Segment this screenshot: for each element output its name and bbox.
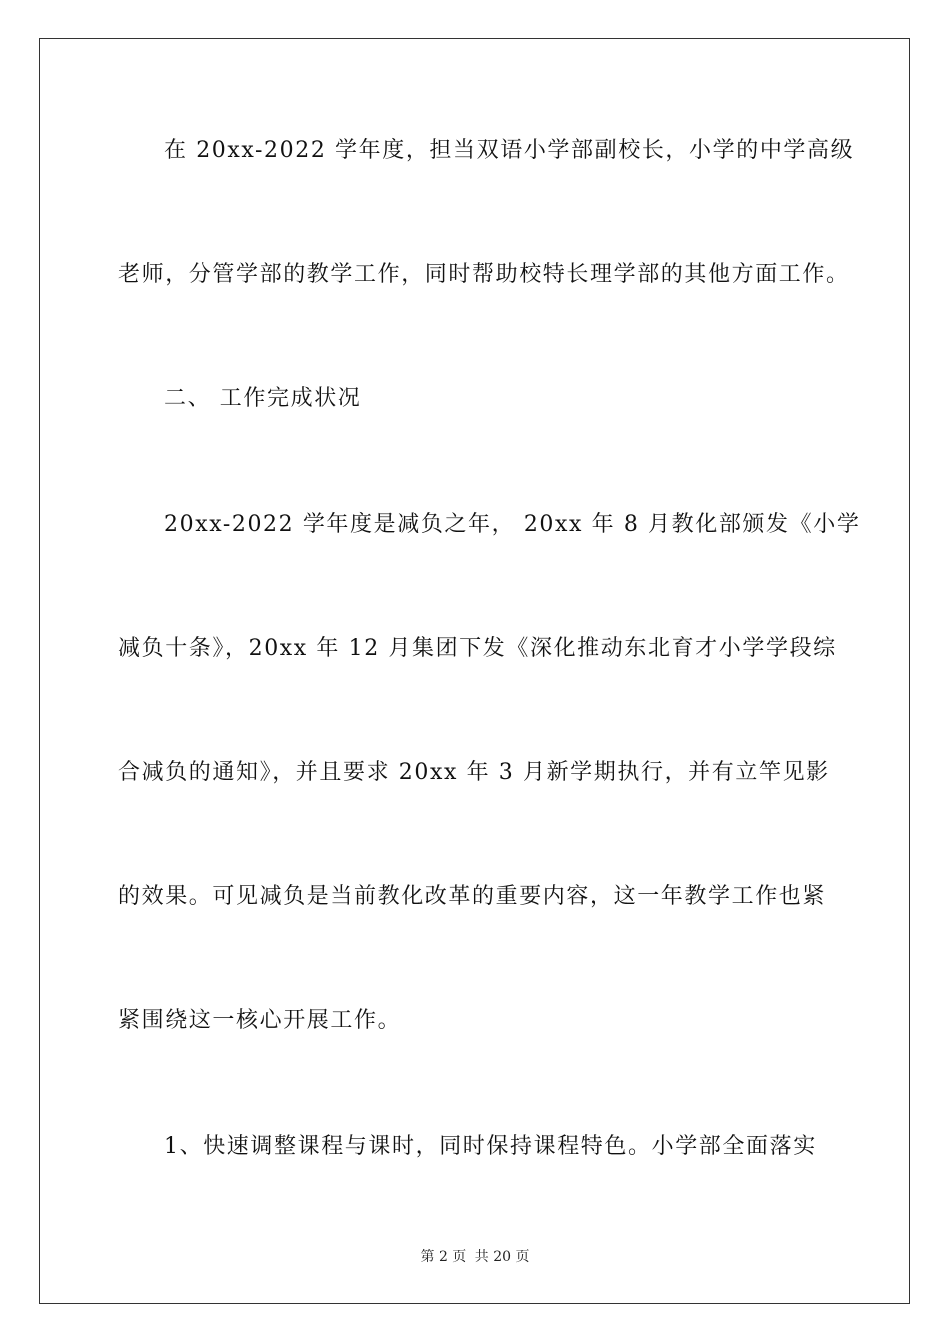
paragraph-line-3: 20xx-2022 学年度是减负之年， 20xx 年 8 月教化部颁发《小学 — [164, 512, 861, 537]
paragraph-line-4: 减负十条》，20xx 年 12 月集团下发《深化推动东北育才小学学段综 — [118, 636, 837, 661]
section-heading: 二、 工作完成状况 — [164, 386, 362, 411]
page-footer — [0, 1248, 950, 1266]
paragraph-line-7: 紧围绕这一核心开展工作。 — [118, 1008, 402, 1033]
paragraph-line-8: 1、快速调整课程与课时，同时保持课程特色。小学部全面落实 — [164, 1134, 817, 1159]
paragraph-line-2: 老师，分管学部的教学工作，同时帮助校特长理学部的其他方面工作。 — [118, 262, 850, 287]
paragraph-line-6: 的效果。可见减负是当前教化改革的重要内容，这一年教学工作也紧 — [118, 884, 827, 909]
paragraph-line-1: 在 20xx-2022 学年度，担当双语小学部副校长，小学的中学高级 — [164, 138, 855, 163]
paragraph-line-5: 合减负的通知》，并且要求 20xx 年 3 月新学期执行，并有立竿见影 — [118, 760, 830, 785]
page-number: 第 2 页 — [420, 1249, 467, 1265]
page-total: 共 20 页 — [474, 1249, 530, 1265]
page-frame — [39, 38, 910, 1304]
